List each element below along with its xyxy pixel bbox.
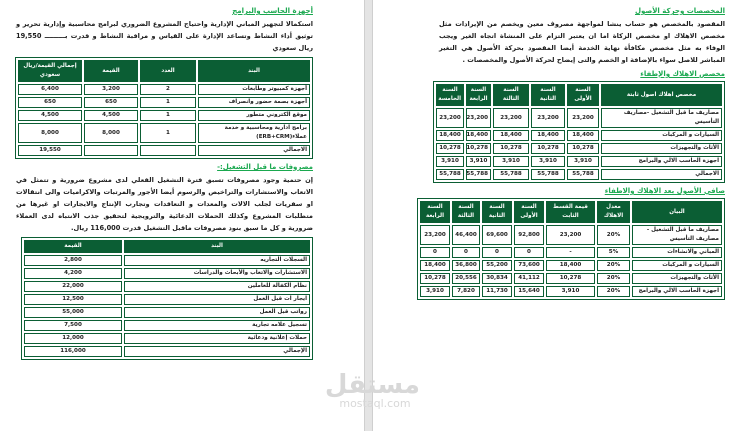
table-row bbox=[18, 123, 310, 143]
cell-value: 18,400 bbox=[531, 130, 565, 141]
cell-value: 23,200 bbox=[567, 108, 599, 128]
table-row bbox=[420, 273, 722, 284]
table-row bbox=[24, 294, 310, 305]
table-header-row bbox=[436, 84, 722, 106]
cell-value: 20% bbox=[597, 273, 630, 284]
cell-value: 46,400 bbox=[452, 225, 480, 245]
row-label: مصاريف ما قبل التشغيل -مصاريف التأسيس bbox=[601, 108, 722, 128]
table-row bbox=[24, 346, 310, 357]
cell-value: 92,800 bbox=[514, 225, 544, 245]
cell-value: 10,278 bbox=[567, 143, 599, 154]
mostaql-watermark bbox=[324, 370, 420, 410]
cell-value: 10,278 bbox=[436, 143, 464, 154]
row-label: ايجار ات قبل العمل bbox=[124, 294, 310, 305]
row-label: مصاريف ما قبل التشغيل - مصاريف التأسيس bbox=[632, 225, 722, 245]
cell-value: 55,788 bbox=[493, 169, 529, 180]
cell-value: 4,200 bbox=[24, 268, 122, 279]
table-row bbox=[24, 320, 310, 331]
cell-value: 55,788 bbox=[466, 169, 491, 180]
section-heading-depreciation: مخصص الاهلاك والإطفاء bbox=[640, 70, 725, 78]
column-header: السنة الأولى bbox=[514, 201, 544, 223]
cell-value: 7,820 bbox=[452, 286, 480, 297]
row-label: الاجمالي bbox=[601, 169, 722, 180]
cell-value: 18,400 bbox=[420, 260, 450, 271]
column-header: قيمة القسط الثابت bbox=[546, 201, 595, 223]
column-header: القيمة bbox=[84, 60, 138, 82]
cell-value: 10,278 bbox=[531, 143, 565, 154]
cell-value: 23,200 bbox=[531, 108, 565, 128]
row-label: الاستشارات والاتعاب والأبحاث والدراسات bbox=[124, 268, 310, 279]
cell-value: 20% bbox=[597, 225, 630, 245]
cell-value bbox=[84, 145, 138, 156]
row-label: اجهزة الحاسب الالي والبرامج bbox=[601, 156, 722, 167]
cell-value: 8,000 bbox=[18, 123, 82, 143]
page-divider bbox=[364, 0, 373, 431]
watermark-latin: mostaql.com bbox=[339, 397, 411, 410]
row-label: موقع الكتروني متطور bbox=[198, 110, 310, 121]
table-row bbox=[24, 255, 310, 266]
row-label: السيارات و المركبات bbox=[601, 130, 722, 141]
cell-value: 3,200 bbox=[84, 84, 138, 95]
table-row bbox=[18, 110, 310, 121]
cell-value: 23,200 bbox=[466, 108, 491, 128]
cell-value: 23,200 bbox=[493, 108, 529, 128]
column-header: السنة الثالثة bbox=[493, 84, 529, 106]
cell-value bbox=[140, 145, 196, 156]
cell-value: 10,278 bbox=[493, 143, 529, 154]
row-label: حملات إعلانية ودعائية bbox=[124, 333, 310, 344]
cell-value: 0 bbox=[514, 247, 544, 258]
column-header: البيان bbox=[632, 201, 722, 223]
column-header: السنة الثانية bbox=[482, 201, 512, 223]
table-header-row bbox=[420, 201, 722, 223]
cell-value: 12,000 bbox=[24, 333, 122, 344]
column-header: السنة الأولى bbox=[567, 84, 599, 106]
cell-value: 19,550 bbox=[18, 145, 82, 156]
paragraph-computers: استكمالا لتجهيز المباني الإدارية واحتياج المشروع الضروري لبرامج محاسبية وإدارية تحرير و توثيق أداء النشاط وتساعد الإدارة على القياس و مراقبة النشاط و قدرت بـــــــــ 19,550 ريال سعودي bbox=[16, 20, 313, 52]
right-page bbox=[421, 4, 725, 303]
table-row bbox=[24, 333, 310, 344]
row-label: تسجيل علامه تجارية bbox=[124, 320, 310, 331]
table-row bbox=[24, 268, 310, 279]
cell-value: 7,500 bbox=[24, 320, 122, 331]
watermark-arabic: مستقل bbox=[324, 370, 420, 400]
row-label: الأثاث والتجهيزات bbox=[632, 273, 722, 284]
cell-value: 23,200 bbox=[420, 225, 450, 245]
table-header-row bbox=[24, 240, 310, 253]
table-row bbox=[420, 247, 722, 258]
preoperating-expenses-table bbox=[21, 237, 313, 360]
cell-value: 0 bbox=[420, 247, 450, 258]
cell-value: 3,910 bbox=[546, 286, 595, 297]
cell-value: - bbox=[546, 247, 595, 258]
column-header: السنة الرابعة bbox=[466, 84, 491, 106]
net-assets-table bbox=[417, 198, 725, 300]
row-label: الاجمالي bbox=[198, 145, 310, 156]
table-row bbox=[436, 169, 722, 180]
cell-value: 0 bbox=[452, 247, 480, 258]
section-heading-net-assets: صافي الأصول بعد الاهلاك والاطفاء bbox=[604, 187, 725, 195]
cell-value: 18,400 bbox=[466, 130, 491, 141]
table-row bbox=[18, 145, 310, 156]
cell-value: 36,800 bbox=[452, 260, 480, 271]
column-header: السنة الثانية bbox=[531, 84, 565, 106]
table-row bbox=[420, 286, 722, 297]
row-label: الأثاث والتجهيزات bbox=[601, 143, 722, 154]
cell-value: 15,640 bbox=[514, 286, 544, 297]
section-heading-preoperating: مصروفات ما قبل التشغيل:- bbox=[217, 163, 313, 171]
cell-value: 55,000 bbox=[24, 307, 122, 318]
column-header: العدد bbox=[140, 60, 196, 82]
section-heading-computers: أجهزة الحاسب والبرامج bbox=[232, 7, 313, 15]
cell-value: 23,200 bbox=[436, 108, 464, 128]
cell-value: 3,910 bbox=[567, 156, 599, 167]
row-label: اجهزة الحاسب الالي والبرامج bbox=[632, 286, 722, 297]
section-heading-provisions: المخصصات وحركة الأصول bbox=[634, 7, 725, 15]
cell-value: 1 bbox=[140, 123, 196, 143]
column-header: معدل الاهلاك bbox=[597, 201, 630, 223]
left-page bbox=[16, 4, 313, 363]
cell-value: 4,500 bbox=[84, 110, 138, 121]
cell-value: 0 bbox=[482, 247, 512, 258]
cell-value: 650 bbox=[18, 97, 82, 108]
cell-value: 20,556 bbox=[452, 273, 480, 284]
cell-value: 6,400 bbox=[18, 84, 82, 95]
computers-table bbox=[15, 57, 313, 159]
cell-value: 30,834 bbox=[482, 273, 512, 284]
table-row bbox=[436, 143, 722, 154]
cell-value: 8,000 bbox=[84, 123, 138, 143]
cell-value: 10,278 bbox=[546, 273, 595, 284]
cell-value: 2 bbox=[140, 84, 196, 95]
cell-value: 3,910 bbox=[420, 286, 450, 297]
row-label: المباني والانشاءات bbox=[632, 247, 722, 258]
cell-value: 69,600 bbox=[482, 225, 512, 245]
cell-value: 18,400 bbox=[546, 260, 595, 271]
row-label: أجهزة بصمة حضور وانصراف bbox=[198, 97, 310, 108]
column-header: البند bbox=[198, 60, 310, 82]
cell-value: 18,400 bbox=[436, 130, 464, 141]
cell-value: 55,788 bbox=[436, 169, 464, 180]
cell-value: 12,500 bbox=[24, 294, 122, 305]
row-label: أجهزة كمبيوتر وطابعات bbox=[198, 84, 310, 95]
cell-value: 55,788 bbox=[567, 169, 599, 180]
row-label: رواتب قبل العمل bbox=[124, 307, 310, 318]
table-row bbox=[436, 108, 722, 128]
paragraph-provisions: المقصود بالمخصص هو حساب ينشا لمواجهة مصروف معين ويخصم من الإيرادات مثل مخصص الاهلاك او مخصص الزكاة اما ان يعتبر التزام على المنشاة اتجاه الغير ويجب الوفاء به مثل مخصص مكافأة نهاية الخدمة أيضا المقصود بحركة الأصول هي التغير المباشر للاصل سواء بالإضافة او الخصم والتى إيضاح لحركة الأصول والمخصصات . bbox=[439, 20, 725, 64]
cell-value: 18,400 bbox=[567, 130, 599, 141]
cell-value: 3,910 bbox=[436, 156, 464, 167]
table-row bbox=[420, 260, 722, 271]
column-header: مخصص اهلاك اصول ثابتة bbox=[601, 84, 722, 106]
cell-value: 41,112 bbox=[514, 273, 544, 284]
cell-value: 1 bbox=[140, 110, 196, 121]
cell-value: 1 bbox=[140, 97, 196, 108]
table-row bbox=[18, 97, 310, 108]
column-header: السنة الرابعة bbox=[420, 201, 450, 223]
cell-value: 11,730 bbox=[482, 286, 512, 297]
cell-value: 73,600 bbox=[514, 260, 544, 271]
cell-value: 3,910 bbox=[493, 156, 529, 167]
column-header: السنة الخامسة bbox=[436, 84, 464, 106]
cell-value: 116,000 bbox=[24, 346, 122, 357]
table-row bbox=[24, 281, 310, 292]
row-label: الإجمالي bbox=[124, 346, 310, 357]
column-header: القيمة bbox=[24, 240, 122, 253]
cell-value: 20% bbox=[597, 286, 630, 297]
cell-value: 22,000 bbox=[24, 281, 122, 292]
cell-value: 55,788 bbox=[531, 169, 565, 180]
column-header: إجمالي القيمة/ريال سعودي bbox=[18, 60, 82, 82]
cell-value: 23,200 bbox=[546, 225, 595, 245]
table-row bbox=[436, 156, 722, 167]
row-label: السجلات التجاريه bbox=[124, 255, 310, 266]
table-row bbox=[24, 307, 310, 318]
cell-value: 2,800 bbox=[24, 255, 122, 266]
table-row bbox=[18, 84, 310, 95]
cell-value: 5% bbox=[597, 247, 630, 258]
cell-value: 3,910 bbox=[531, 156, 565, 167]
column-header: السنة الثالثة bbox=[452, 201, 480, 223]
cell-value: 4,500 bbox=[18, 110, 82, 121]
table-row bbox=[436, 130, 722, 141]
row-label: السيارات و المركبات bbox=[632, 260, 722, 271]
cell-value: 10,278 bbox=[420, 273, 450, 284]
cell-value: 20% bbox=[597, 260, 630, 271]
column-header: البند bbox=[124, 240, 310, 253]
table-row bbox=[420, 225, 722, 245]
cell-value: 55,200 bbox=[482, 260, 512, 271]
cell-value: 18,400 bbox=[493, 130, 529, 141]
row-label: برامج ادارية ومحاسبية و خدمة عملاء(ERB+CRM) bbox=[198, 123, 310, 143]
cell-value: 650 bbox=[84, 97, 138, 108]
table-header-row bbox=[18, 60, 310, 82]
cell-value: 3,910 bbox=[466, 156, 491, 167]
cell-value: 10,278 bbox=[466, 143, 491, 154]
depreciation-table bbox=[433, 81, 725, 183]
paragraph-preoperating: إن حتمية وجود مصروفات تسبق فترة التشغيل الفعلي لدى مشروع ضرورية و تتمثل في الاتعاب والاستشارات والتراخيص والرسوم أيضا الأجور والمرتبات والاكراميات والى انتقالات او سفريات لجلب الالات والمعدات و التعاقدات وتجارب الإنتاج والايجارات او غيرها من متطلبات المشروع وكذلك الحملات الدعائية والترويجية لتحقيق جذب الانتباه لدى العملاء ضرورية و كل ما سبق بنود مصروفات ماقبل التشغيل قدرت 116,000 ريال. bbox=[16, 176, 313, 232]
row-label: نظام الكفالة للعاملين bbox=[124, 281, 310, 292]
